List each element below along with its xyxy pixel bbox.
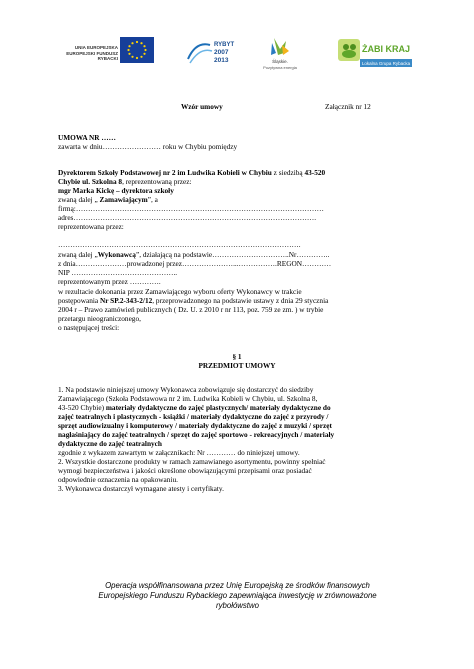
zabi-kraj-logo-line1: ŻABI KRAJ	[361, 44, 411, 54]
document-title: Wzór umowy	[181, 102, 223, 111]
slaskie-logo-line1: Śląskie.	[272, 59, 288, 64]
contract-number: UMOWA NR ……	[58, 133, 116, 142]
zabi-kraj-logo-icon	[338, 35, 413, 71]
wykonawca-prefix: zwaną dalej „	[58, 250, 98, 259]
zamawiajacy-line	[58, 195, 158, 204]
attachment-number: Załącznik nr 12	[325, 102, 371, 111]
address-field: adres……………………………………………………………………………………….	[58, 213, 317, 222]
section-number: § 1	[232, 352, 242, 361]
item1-line6: nagłaśniający do zajęć teatralnych / sprzęt do zajęć sportowo - rekreacyjnych / materiały	[58, 430, 335, 439]
eu-logo-line1: UNIA EUROPEJSKA	[74, 45, 118, 50]
rybyt-logo-line2: 2007	[214, 49, 229, 56]
footer-line2: Europejskiego Funduszu Rybackiego zapewniająca inwestycję w zrównoważone	[98, 591, 377, 600]
zabi-kraj-logo-line2: Lokalna Grupa Rybacka	[361, 61, 411, 66]
footer-line3: rybołówstwo	[216, 601, 259, 610]
paragraph-result-line5: o następującej treści:	[58, 323, 120, 332]
item1-line7: dydaktyczne do zajęć teatralnych	[58, 439, 162, 448]
item2-line1: 2. Wszystkie dostarczone produkty w ramach zamawianego asortymentu, powinny spełniać	[58, 457, 326, 466]
item3-line: 3. Wykonawca dostarczył wymagane atesty i certyfikaty.	[58, 484, 224, 493]
rybyt-logo-line1: RYBYT	[214, 42, 235, 48]
item1-line8: zgodnie z wykazem zawartym w załącznikach: Nr ………… do niniejszej umowy.	[58, 448, 300, 457]
school-director: mgr Marka Kickę – dyrektora szkoły	[58, 186, 174, 195]
logo-bar	[58, 35, 428, 75]
zamawiajacy-suffix: ”, a	[147, 195, 158, 204]
paragraph-result-line2	[58, 296, 328, 305]
paragraph-result-line3: 2004 r – Prawo zamówień publicznych ( Dz. U. z 2010 r nr 113, poz. 759 ze zm. ) w trybie	[58, 305, 324, 314]
paragraph-result-line4: przetargu nieograniczonego,	[58, 314, 141, 323]
wykonawca-term: Wykonawcą	[97, 250, 136, 259]
item1-line1: 1. Na podstawie niniejszej umowy Wykonawca zobowiązuje się dostarczyć do siedziby	[58, 385, 314, 394]
school-name: Dyrektorem Szkoły Podstawowej nr 2 im Ludwika Kobieli w Chybiu	[58, 168, 272, 177]
item1-address-end: 43-520 Chybie)	[58, 403, 106, 412]
party-school-line2	[58, 177, 192, 186]
eu-flag-icon	[120, 37, 154, 63]
school-address: Chybie ul. Szkolna 8	[58, 177, 123, 186]
nip-field: NIP ……………………………………..	[58, 268, 178, 277]
contract-date-line: zawarta w dniu…………………… roku w Chybiu pomiędzy	[58, 142, 238, 151]
school-postcode: 43-520	[304, 168, 326, 177]
wykonawca-line	[58, 250, 329, 259]
slaskie-logo-icon	[258, 35, 303, 71]
item1-line5: sprzęt audiowizualny i komputerowy / materiały dydaktyczne do zajęć z muzyki / sprzęt	[58, 421, 332, 430]
dots-field-line: ……………………………………………………………………………………….	[58, 240, 301, 249]
represented-by-label: reprezentowana przez:	[58, 222, 124, 231]
school-represented-by: , reprezentowaną przez:	[122, 177, 192, 186]
party-school-line1	[58, 168, 325, 177]
rybyt-logo-line3: 2013	[214, 57, 229, 64]
firm-field: firmą:…………………………………………………………………………………………	[58, 204, 324, 213]
item1-line4: zajęć teatralnych i plastycznych - książki / materiały dydaktyczne do zajęć z przyrody /	[58, 412, 329, 421]
represented-by-field: reprezentowanym przez ………….	[58, 277, 161, 286]
eu-fund-logo-text	[58, 45, 118, 62]
procedure-suffix: , przeprowadzonego na podstawie ustawy z dnia 29 stycznia	[152, 296, 329, 305]
eu-logo-line2: EUROPEJSKI FUNDUSZ	[66, 50, 118, 56]
item2-line3: odpowiednie oznaczenia na opakowaniu.	[58, 475, 178, 484]
item1-line2: Zamawiającego (Szkoła Podstawowa nr 2 im. Ludwika Kobieli w Chybiu, ul. Szkolna 8,	[58, 394, 318, 403]
eu-logo-line3: RYBACKI	[97, 56, 118, 61]
rybyt-logo-icon	[186, 37, 238, 67]
footer-line1: Operacja współfinansowana przez Unię Europejską ze środków finansowych	[105, 581, 370, 590]
zamawiajacy-term: Zamawiającym	[99, 195, 148, 204]
school-seat-label: z siedzibą	[271, 168, 305, 177]
procedure-prefix: postępowania	[58, 296, 100, 305]
slaskie-logo-line2: Pozytywna energia	[263, 65, 297, 70]
procedure-number: Nr SP.2-343-2/12	[99, 296, 153, 305]
zamawiajacy-prefix: zwaną dalej „	[58, 195, 100, 204]
item1-line3	[58, 403, 331, 412]
paragraph-result-line1: w rezultacie dokonania przez Zamawiającego wyboru oferty Wykonawcy w trakcie	[58, 287, 302, 296]
registration-line: z dnia…………………prowadzonej przez…………………...…………….REGON…………	[58, 259, 332, 268]
section-title: PRZEDMIOT UMOWY	[198, 361, 276, 370]
item2-line2: wymogi bezpieczeństwa i jakości określone obowiązującymi przepisami oraz posiadać	[58, 466, 312, 475]
footer-note	[60, 581, 415, 611]
wykonawca-suffix: ”, działającą na podstawie…………………………..Nr…………..	[135, 250, 330, 259]
item1-materials-start: materiały dydaktyczne do zajęć plastycznych/ materiały dydaktyczne do	[105, 403, 331, 412]
